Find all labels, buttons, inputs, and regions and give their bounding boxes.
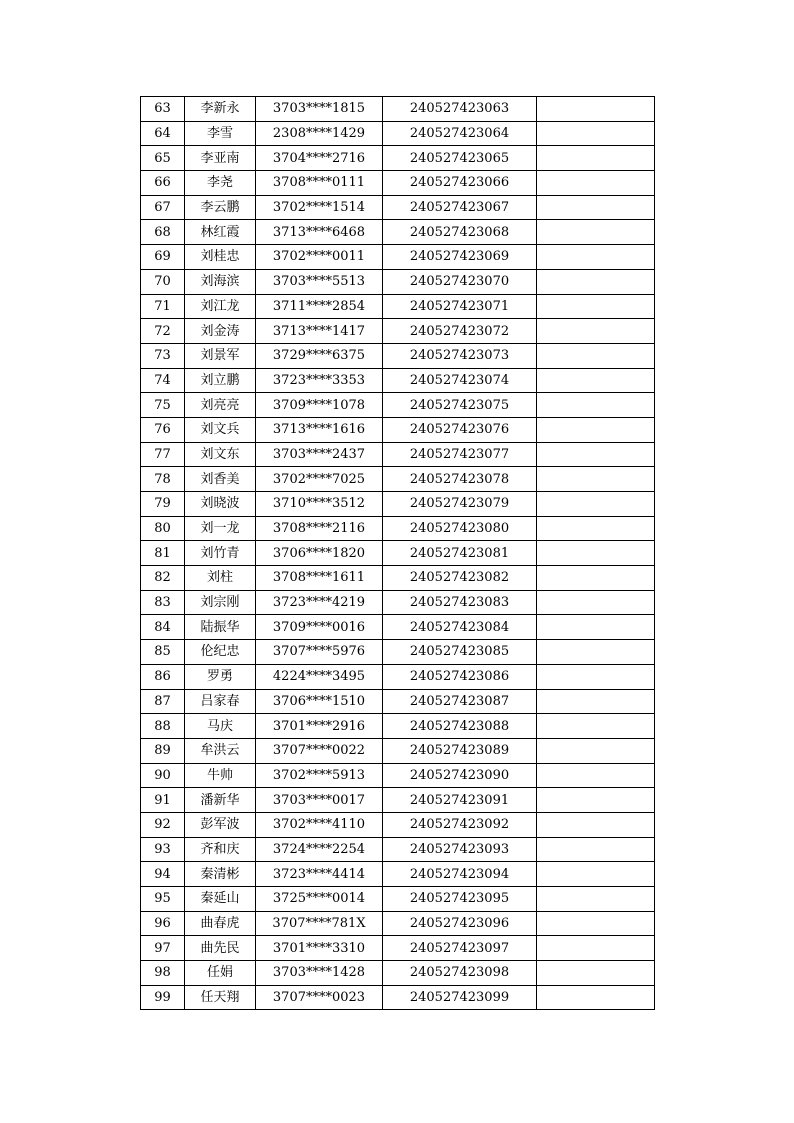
remark-cell: [537, 171, 655, 196]
remark-cell: [537, 936, 655, 961]
remark-cell: [537, 417, 655, 442]
row-number: 77: [141, 442, 185, 467]
id-number: 3701****2916: [256, 714, 383, 739]
person-name: 任天翔: [185, 985, 256, 1010]
remark-cell: [537, 590, 655, 615]
row-number: 88: [141, 714, 185, 739]
row-number: 94: [141, 862, 185, 887]
person-name: 伦纪忠: [185, 640, 256, 665]
id-number: 3713****6468: [256, 220, 383, 245]
row-number: 76: [141, 417, 185, 442]
exam-number: 240527423090: [383, 763, 537, 788]
row-number: 85: [141, 640, 185, 665]
remark-cell: [537, 887, 655, 912]
person-name: 马庆: [185, 714, 256, 739]
person-name: 刘立鹏: [185, 368, 256, 393]
id-number: 3703****1428: [256, 961, 383, 986]
remark-cell: [537, 343, 655, 368]
exam-number: 240527423077: [383, 442, 537, 467]
row-number: 70: [141, 269, 185, 294]
id-number: 3703****1815: [256, 97, 383, 122]
remark-cell: [537, 812, 655, 837]
exam-number: 240527423085: [383, 640, 537, 665]
table-row: [141, 516, 655, 541]
id-number: 3701****3310: [256, 936, 383, 961]
row-number: 65: [141, 146, 185, 171]
remark-cell: [537, 664, 655, 689]
exam-number: 240527423073: [383, 343, 537, 368]
remark-cell: [537, 269, 655, 294]
exam-number: 240527423068: [383, 220, 537, 245]
person-name: 刘宗刚: [185, 590, 256, 615]
table-row: [141, 245, 655, 270]
row-number: 67: [141, 195, 185, 220]
id-number: 2308****1429: [256, 121, 383, 146]
remark-cell: [537, 467, 655, 492]
remark-cell: [537, 788, 655, 813]
exam-number: 240527423088: [383, 714, 537, 739]
person-name: 罗勇: [185, 664, 256, 689]
id-number: 3708****0111: [256, 171, 383, 196]
table-row: [141, 738, 655, 763]
remark-cell: [537, 566, 655, 591]
row-number: 87: [141, 689, 185, 714]
person-name: 刘香美: [185, 467, 256, 492]
exam-number: 240527423096: [383, 911, 537, 936]
row-number: 92: [141, 812, 185, 837]
table-row: [141, 911, 655, 936]
person-name: 刘文东: [185, 442, 256, 467]
table-row: [141, 936, 655, 961]
id-number: 3707****5976: [256, 640, 383, 665]
id-number: 3713****1417: [256, 319, 383, 344]
id-number: 3723****4414: [256, 862, 383, 887]
id-number: 3702****7025: [256, 467, 383, 492]
id-number: 3709****1078: [256, 393, 383, 418]
table-row: [141, 541, 655, 566]
id-number: 3724****2254: [256, 837, 383, 862]
table-row: [141, 368, 655, 393]
row-number: 93: [141, 837, 185, 862]
id-number: 3708****1611: [256, 566, 383, 591]
table-row: [141, 195, 655, 220]
exam-number: 240527423087: [383, 689, 537, 714]
exam-number: 240527423074: [383, 368, 537, 393]
person-name: 曲先民: [185, 936, 256, 961]
row-number: 72: [141, 319, 185, 344]
exam-number: 240527423081: [383, 541, 537, 566]
exam-number: 240527423076: [383, 417, 537, 442]
remark-cell: [537, 442, 655, 467]
row-number: 81: [141, 541, 185, 566]
row-number: 84: [141, 615, 185, 640]
exam-number: 240527423098: [383, 961, 537, 986]
id-number: 3729****6375: [256, 343, 383, 368]
remark-cell: [537, 393, 655, 418]
id-number: 4224****3495: [256, 664, 383, 689]
table-row: [141, 615, 655, 640]
id-number: 3713****1616: [256, 417, 383, 442]
remark-cell: [537, 368, 655, 393]
row-number: 63: [141, 97, 185, 122]
table-row: [141, 467, 655, 492]
id-number: 3707****0022: [256, 738, 383, 763]
row-number: 74: [141, 368, 185, 393]
exam-number: 240527423099: [383, 985, 537, 1010]
person-name: 刘景军: [185, 343, 256, 368]
id-number: 3703****5513: [256, 269, 383, 294]
table-row: [141, 97, 655, 122]
table-row: [141, 788, 655, 813]
row-number: 75: [141, 393, 185, 418]
row-number: 90: [141, 763, 185, 788]
person-name: 林红霞: [185, 220, 256, 245]
exam-number: 240527423097: [383, 936, 537, 961]
person-name: 刘江龙: [185, 294, 256, 319]
row-number: 71: [141, 294, 185, 319]
exam-number: 240527423091: [383, 788, 537, 813]
table-row: [141, 812, 655, 837]
person-name: 陆振华: [185, 615, 256, 640]
person-name: 曲春虎: [185, 911, 256, 936]
person-name: 刘亮亮: [185, 393, 256, 418]
table-row: [141, 146, 655, 171]
exam-number: 240527423083: [383, 590, 537, 615]
remark-cell: [537, 837, 655, 862]
id-number: 3702****0011: [256, 245, 383, 270]
row-number: 73: [141, 343, 185, 368]
exam-number: 240527423063: [383, 97, 537, 122]
person-name: 秦清彬: [185, 862, 256, 887]
exam-number: 240527423080: [383, 516, 537, 541]
exam-number: 240527423092: [383, 812, 537, 837]
exam-number: 240527423089: [383, 738, 537, 763]
roster-table: [140, 96, 655, 1010]
exam-number: 240527423072: [383, 319, 537, 344]
exam-number: 240527423065: [383, 146, 537, 171]
person-name: 任娟: [185, 961, 256, 986]
exam-number: 240527423084: [383, 615, 537, 640]
person-name: 李雪: [185, 121, 256, 146]
row-number: 82: [141, 566, 185, 591]
exam-number: 240527423075: [383, 393, 537, 418]
row-number: 95: [141, 887, 185, 912]
table-row: [141, 763, 655, 788]
exam-number: 240527423064: [383, 121, 537, 146]
id-number: 3723****4219: [256, 590, 383, 615]
person-name: 李尧: [185, 171, 256, 196]
exam-number: 240527423093: [383, 837, 537, 862]
table-row: [141, 689, 655, 714]
remark-cell: [537, 146, 655, 171]
id-number: 3702****4110: [256, 812, 383, 837]
exam-number: 240527423079: [383, 492, 537, 517]
remark-cell: [537, 97, 655, 122]
id-number: 3702****1514: [256, 195, 383, 220]
exam-number: 240527423086: [383, 664, 537, 689]
remark-cell: [537, 961, 655, 986]
row-number: 79: [141, 492, 185, 517]
remark-cell: [537, 121, 655, 146]
person-name: 吕家春: [185, 689, 256, 714]
roster-table-body: [141, 97, 655, 1010]
remark-cell: [537, 195, 655, 220]
id-number: 3708****2116: [256, 516, 383, 541]
person-name: 刘金涛: [185, 319, 256, 344]
remark-cell: [537, 319, 655, 344]
remark-cell: [537, 220, 655, 245]
remark-cell: [537, 689, 655, 714]
person-name: 齐和庆: [185, 837, 256, 862]
exam-number: 240527423082: [383, 566, 537, 591]
exam-number: 240527423078: [383, 467, 537, 492]
id-number: 3709****0016: [256, 615, 383, 640]
table-row: [141, 961, 655, 986]
remark-cell: [537, 516, 655, 541]
table-row: [141, 294, 655, 319]
table-row: [141, 590, 655, 615]
table-row: [141, 442, 655, 467]
person-name: 刘竹青: [185, 541, 256, 566]
person-name: 秦延山: [185, 887, 256, 912]
remark-cell: [537, 492, 655, 517]
exam-number: 240527423070: [383, 269, 537, 294]
row-number: 96: [141, 911, 185, 936]
remark-cell: [537, 862, 655, 887]
person-name: 潘新华: [185, 788, 256, 813]
exam-number: 240527423067: [383, 195, 537, 220]
row-number: 66: [141, 171, 185, 196]
remark-cell: [537, 911, 655, 936]
table-row: [141, 837, 655, 862]
row-number: 97: [141, 936, 185, 961]
table-row: [141, 640, 655, 665]
row-number: 83: [141, 590, 185, 615]
id-number: 3706****1820: [256, 541, 383, 566]
remark-cell: [537, 541, 655, 566]
remark-cell: [537, 615, 655, 640]
person-name: 牛帅: [185, 763, 256, 788]
person-name: 刘文兵: [185, 417, 256, 442]
table-row: [141, 985, 655, 1010]
table-row: [141, 492, 655, 517]
person-name: 刘一龙: [185, 516, 256, 541]
table-row: [141, 121, 655, 146]
exam-number: 240527423069: [383, 245, 537, 270]
row-number: 69: [141, 245, 185, 270]
id-number: 3710****3512: [256, 492, 383, 517]
exam-number: 240527423071: [383, 294, 537, 319]
table-row: [141, 269, 655, 294]
id-number: 3703****2437: [256, 442, 383, 467]
person-name: 李云鹏: [185, 195, 256, 220]
id-number: 3711****2854: [256, 294, 383, 319]
remark-cell: [537, 714, 655, 739]
id-number: 3725****0014: [256, 887, 383, 912]
row-number: 68: [141, 220, 185, 245]
id-number: 3703****0017: [256, 788, 383, 813]
table-row: [141, 171, 655, 196]
person-name: 彭军波: [185, 812, 256, 837]
table-row: [141, 664, 655, 689]
row-number: 89: [141, 738, 185, 763]
person-name: 牟洪云: [185, 738, 256, 763]
table-row: [141, 566, 655, 591]
row-number: 64: [141, 121, 185, 146]
id-number: 3707****781X: [256, 911, 383, 936]
id-number: 3704****2716: [256, 146, 383, 171]
remark-cell: [537, 640, 655, 665]
row-number: 98: [141, 961, 185, 986]
table-row: [141, 417, 655, 442]
exam-number: 240527423066: [383, 171, 537, 196]
table-row: [141, 862, 655, 887]
person-name: 刘海滨: [185, 269, 256, 294]
id-number: 3723****3353: [256, 368, 383, 393]
id-number: 3706****1510: [256, 689, 383, 714]
id-number: 3707****0023: [256, 985, 383, 1010]
remark-cell: [537, 294, 655, 319]
person-name: 刘柱: [185, 566, 256, 591]
remark-cell: [537, 245, 655, 270]
exam-number: 240527423094: [383, 862, 537, 887]
row-number: 99: [141, 985, 185, 1010]
table-row: [141, 220, 655, 245]
person-name: 刘晓波: [185, 492, 256, 517]
table-row: [141, 714, 655, 739]
table-row: [141, 319, 655, 344]
table-row: [141, 393, 655, 418]
row-number: 91: [141, 788, 185, 813]
person-name: 李新永: [185, 97, 256, 122]
table-row: [141, 887, 655, 912]
table-row: [141, 343, 655, 368]
remark-cell: [537, 985, 655, 1010]
id-number: 3702****5913: [256, 763, 383, 788]
remark-cell: [537, 763, 655, 788]
row-number: 78: [141, 467, 185, 492]
row-number: 86: [141, 664, 185, 689]
person-name: 刘桂忠: [185, 245, 256, 270]
person-name: 李亚南: [185, 146, 256, 171]
row-number: 80: [141, 516, 185, 541]
exam-number: 240527423095: [383, 887, 537, 912]
remark-cell: [537, 738, 655, 763]
